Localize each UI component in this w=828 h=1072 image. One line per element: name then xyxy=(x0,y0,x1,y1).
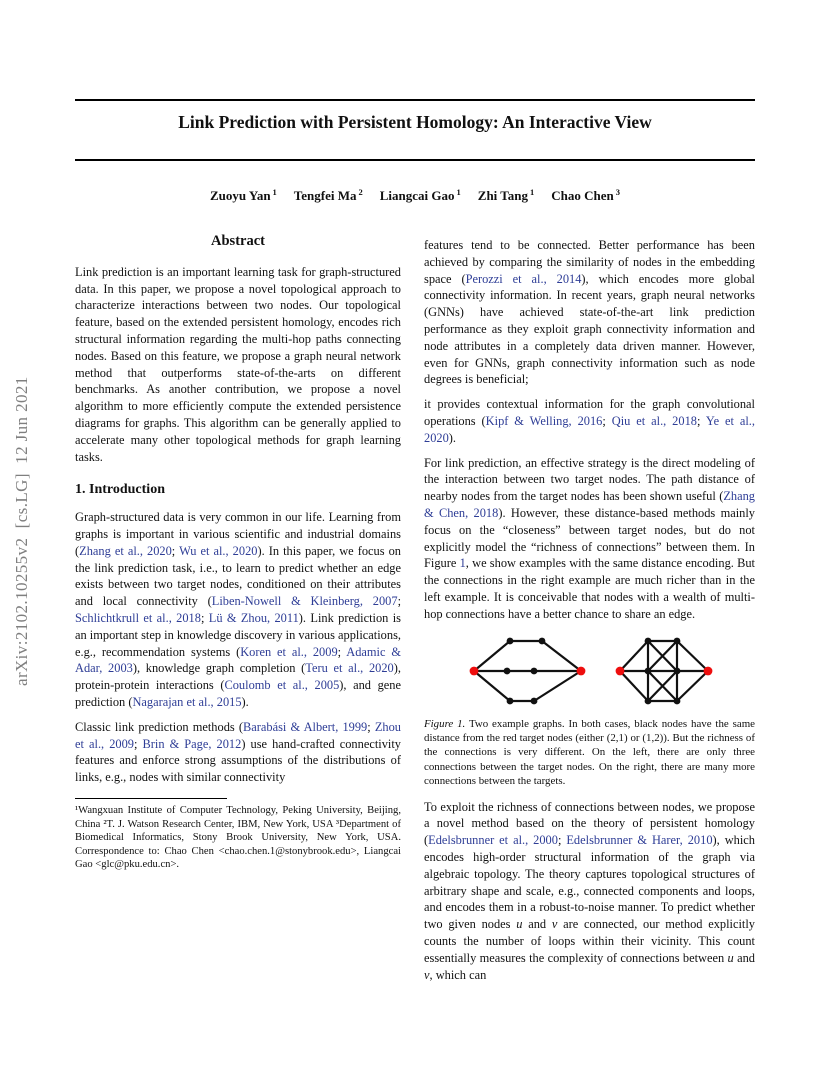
graph-edge xyxy=(620,671,648,701)
footnote-rule xyxy=(75,798,227,799)
citation-link[interactable]: Kipf & Welling, 2016 xyxy=(485,413,603,428)
graph-node xyxy=(673,667,680,674)
citation-link[interactable]: Brin & Page, 2012 xyxy=(142,736,242,751)
citation-link[interactable]: Perozzi et al., 2014 xyxy=(465,271,582,286)
citation-link[interactable]: Adamic & Adar, 2003 xyxy=(75,644,401,676)
graph-edge xyxy=(620,641,648,671)
affiliation-superscript: 1 xyxy=(530,187,535,197)
citation-link[interactable]: Qiu et al., 2018 xyxy=(611,413,697,428)
paragraph: features tend to be connected. Better performance has been achieved by comparing the similarity of nodes in the embedding space (Perozzi et al., 2014), which encodes more global connectivity information. In recent years, graph neural networks (GNNs) have achieved state-of-the-art link prediction performance as they exploit graph connectivity information and node attributes in a completely data driven manner. However, even for GNNs, graph connectivity information such as node degrees is beneficial; xyxy=(424,238,755,387)
citation-link[interactable]: Ye et al., 2020 xyxy=(424,413,756,445)
target-node xyxy=(469,666,478,675)
citation-link[interactable]: Coulomb et al., 2005 xyxy=(224,678,340,693)
affiliation-superscript: 1 xyxy=(456,187,461,197)
example-graph-right xyxy=(614,632,714,710)
citation-link[interactable]: Barabási & Albert, 1999 xyxy=(242,719,368,734)
author-name: Zuoyu Yan $^1$ xyxy=(209,187,277,204)
affiliation-superscript: 3 xyxy=(615,187,621,197)
graph-edge xyxy=(677,671,708,701)
graph-node xyxy=(673,637,680,644)
citation-link[interactable]: Nagarajan et al., 2015 xyxy=(132,694,242,709)
figure-caption-text: Two example graphs. In both cases, black nodes have the same distance from the red target nodes (either (2,1) or (1,2)). But the richness of the connections is very different. On the left, there are only three connections between the target nodes. On the right, there are many more connections between the targets. xyxy=(424,717,755,788)
graph-node xyxy=(673,697,680,704)
affiliation-superscript: 2 xyxy=(358,187,363,197)
graph-node xyxy=(506,697,513,704)
graph-node xyxy=(644,637,651,644)
abstract-heading: Abstract xyxy=(211,233,265,249)
author-name: Chao Chen $^3$ xyxy=(551,187,621,204)
figure-1-graphs xyxy=(424,632,755,710)
citation-link[interactable]: Lü & Zhou, 2011 xyxy=(208,610,299,625)
paper-title: Link Prediction with Persistent Homology: An Interactive View xyxy=(178,112,652,132)
graph-edge xyxy=(677,641,708,671)
affiliation-footnote: ¹Wangxuan Institute of Computer Technology, Peking University, Beijing, China ²T. J. Watson Research Center, IBM, New York, USA ³Department of Biomedical Informatics, Stony Brook University, New York, USA. Correspondence to: Chao Chen <chao.chen.1@stonybrook.edu>, Liangcai Gao <glc@pku.edu.cn>. xyxy=(75,804,401,871)
author-name: Liangcai Gao $^1$ xyxy=(379,187,461,204)
citation-link[interactable]: Koren et al., 2009 xyxy=(240,644,338,659)
graph-node xyxy=(530,667,537,674)
graph-edge xyxy=(534,671,581,701)
figure-1-caption xyxy=(424,717,755,789)
citation-link[interactable]: Edelsbrunner et al., 2000 xyxy=(428,833,558,848)
graph-edge xyxy=(474,641,510,671)
author-name: Tengfei Ma $^2$ xyxy=(293,187,363,204)
right-column xyxy=(424,237,755,991)
arxiv-watermark: arXiv:2102.10255v2 [cs.LG] 12 Jun 2021 xyxy=(12,376,31,686)
citation-link[interactable]: Wu et al., 2020 xyxy=(179,543,258,558)
author-line xyxy=(75,187,755,204)
graph-node xyxy=(538,637,545,644)
citation-link[interactable]: Teru et al., 2020 xyxy=(305,661,394,676)
graph-node xyxy=(506,637,513,644)
paragraph: Graph-structured data is very common in our life. Learning from graphs is important in various scientific and industrial domains (Zhang et al., 2020; Wu et al., 2020). In this paper, we focus on the link prediction task, i.e., to learn to predict whether an edge exists between two target nodes, conditioned on their attributes and local connectivity (Liben-Nowell & Kleinberg, 2007; Schlichtkrull et al., 2018; Lü & Zhou, 2011). Link prediction is an important step in knowledge discovery in various applications, e.g., recommendation systems (Koren et al., 2009; Adamic & Adar, 2003), knowledge graph completion (Teru et al., 2020), protein-protein interactions (Coulomb et al., 2005), and gene prediction (Nagarajan et al., 2015). xyxy=(75,510,402,709)
citation-link[interactable]: Zhang et al., 2020 xyxy=(79,543,172,558)
graph-node xyxy=(503,667,510,674)
graph-node xyxy=(530,697,537,704)
abstract-body: Link prediction is an important learning task for graph-structured data. In this paper, we propose a novel topological approach to characterize interactions between two nodes. Our topological feature, based on the extended persistent homology, encodes rich structural information regarding the multi-hop paths connecting nodes. Based on this feature, we propose a graph neural network method that outperforms state-of-the-arts on different benchmarks. As another contribution, we propose a novel algorithm to more efficiently compute the extended persistence diagrams for graphs. This algorithm can be generally applied to accelerate many other topological methods for graph learning tasks. xyxy=(75,264,401,464)
author-name: Zhi Tang $^1$ xyxy=(477,187,535,204)
citation-link[interactable]: Zhou et al., 2009 xyxy=(75,719,401,751)
left-column xyxy=(75,233,401,872)
graph-edge xyxy=(542,641,581,671)
citation-link[interactable]: Edelsbrunner & Harer, 2010 xyxy=(566,833,713,848)
target-node xyxy=(576,666,585,675)
title-rule-top xyxy=(75,99,755,101)
paragraph: Classic link prediction methods (Barabási & Albert, 1999; Zhou et al., 2009; Brin & Page, 2012) use hand-crafted connectivity features and enforce strong assumptions of the distributions of links, e.g., nodes with similar connectivity xyxy=(75,719,401,785)
citation-link[interactable]: Liben-Nowell & Kleinberg, 2007 xyxy=(211,594,398,609)
target-node xyxy=(703,666,712,675)
affiliation-superscript: 1 xyxy=(272,187,277,197)
citation-link[interactable]: Zhang & Chen, 2018 xyxy=(424,489,755,520)
example-graph-left xyxy=(466,632,588,710)
title-rule-bottom xyxy=(75,159,755,161)
graph-node xyxy=(644,667,651,674)
citation-link[interactable]: 1 xyxy=(459,556,466,571)
section-heading-introduction: 1. Introduction xyxy=(75,482,165,498)
graph-edge xyxy=(474,671,510,701)
paragraph: it provides contextual information for the graph convolutional operations (Kipf & Welling, 2016; Qiu et al., 2018; Ye et al., 2020). xyxy=(424,397,756,445)
figure-caption-label: Figure 1. xyxy=(424,717,466,730)
citation-link[interactable]: Schlichtkrull et al., 2018 xyxy=(75,610,201,625)
paragraph: To exploit the richness of connections between nodes, we propose a novel method based on the theory of persistent homology (Edelsbrunner et al., 2000; Edelsbrunner & Harer, 2010), which encodes high-order structural information of the graph via algebraic topology. The theory captures topological structures of arbitrary shape and scale, e.g., connected components and loops, and encodes them in a robust-to-noise manner. To predict whether two given nodes u and v are connected, our method explicitly counts the number of loops within their vicinity. This count essentially measures the complexity of connections between u and v, which can xyxy=(424,799,755,982)
paragraph: For link prediction, an effective strategy is the direct modeling of the interaction between two target nodes. The path distance of nearby nodes from the target nodes has been shown useful (Zhang & Chen, 2018). However, these distance-based methods mainly focus on the “closeness” between target nodes, but do not explicitly model the “richness of connections” between them. In Figure 1, we show examples with the same distance encoding. But the connections in the right example are much richer than in the left example. It is conceivable that nodes with a wealth of multi-hop connections have a better chance to share an edge. xyxy=(424,455,755,621)
graph-node xyxy=(644,697,651,704)
target-node xyxy=(615,666,624,675)
